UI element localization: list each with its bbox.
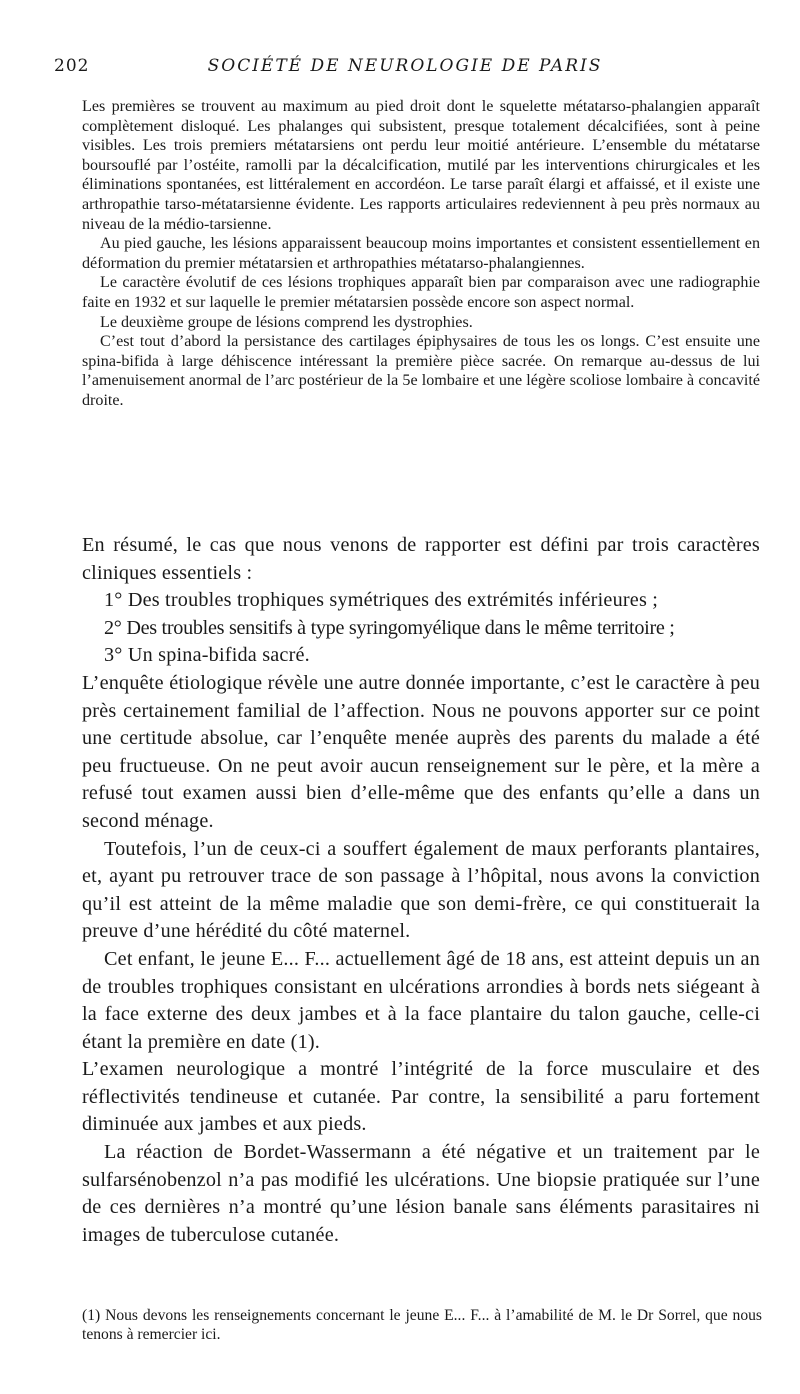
paragraph: Cet enfant, le jeune E... F... actuellement âgé de 18 ans, est atteint depuis un an de troubles trophiques consistant en ulcérations arrondies à bords nets siégeant à la face externe des deux jambes et à la face plantaire du talon gauche, celle-ci étant la première en date (1). (82, 947, 760, 1053)
paragraph: Toutefois, l’un de ceux-ci a souffert également de maux perforants plantaires, et, ayant pu retrouver trace de son passage à l’hôpital, nous avons la conviction qu’il est atteint de la même maladie que son demi-frère, ce qui constituerait la preuve d’une hérédité du côté maternel. (82, 837, 760, 943)
paragraph: L’enquête étiologique révèle une autre donnée importante, c’est le caractère à peu près certainement familial de l’affection. Nous ne pouvons apporter sur ce point une certitude absolue, car l’enquête menée auprès des parents du malade a été peu fructueuse. On ne peut avoir aucun renseignement sur le père, et la mère a refusé tout examen aussi bien d’elle-même que des enfants qu’elle a dans un second ménage. (82, 671, 760, 832)
paragraph: C’est tout d’abord la persistance des cartilages épiphysaires de tous les os longs. C’est ensuite une spina-bifida à large déhiscence intéressant la première pièce sacrée. On remarque au-dessus de lui l’amenuisement anormal de l’arc postérieur de la 5e lombaire et une légère scoliose lombaire à concavité droite. (82, 333, 760, 409)
list-item: 3° Un spina-bifida sacré. (104, 644, 310, 667)
list-item: 1° Des troubles trophiques symétriques des extrémités inférieures ; (104, 589, 659, 612)
page-header (50, 54, 760, 84)
paragraph: Le deuxième groupe de lésions comprend les dystrophies. (100, 313, 473, 331)
paragraph: La réaction de Bordet-Wassermann a été négative et un traitement par le sulfarsénobenzol n’a pas modifié les ulcérations. Une biopsie pratiquée sur l’une de ces dernières n’a montré qu’une lésion banale sans éléments parasitaires ni images de tuberculose cutanée. (82, 1141, 760, 1246)
list-item: 2° Des troubles sensitifs à type syringomyélique dans le même territoire ; (104, 616, 675, 639)
footnote (82, 1307, 762, 1344)
running-title: SOCIÉTÉ DE NEUROLOGIE DE PARIS (207, 56, 603, 76)
paragraph: En résumé, le cas que nous venons de rapporter est défini par trois caractères cliniques essentiels : (82, 534, 760, 584)
main-text-block (82, 532, 760, 1249)
page-number: 202 (54, 56, 90, 76)
paragraph: Le caractère évolutif de ces lésions trophiques apparaît bien par comparaison avec une radiographie faite en 1932 et sur laquelle le premier métatarsien possède encore son aspect normal. (82, 274, 760, 311)
paragraph: L’examen neurologique a montré l’intégrité de la force musculaire et des réflectivités tendineuse et cutanée. Par contre, la sensibilité a paru fortement diminuée aux jambes et aux pieds. (82, 1058, 760, 1136)
small-text-block (82, 97, 760, 411)
footnote-text: (1) Nous devons les renseignements concernant le jeune E... F... à l’amabilité de M. le Dr Sorrel, que nous tenons à remercier ici. (82, 1307, 762, 1343)
paragraph: Au pied gauche, les lésions apparaissent beaucoup moins importantes et consistent essentiellement en déformation du premier métatarsien et arthropathies métatarso-phalangiennes. (82, 235, 760, 272)
paragraph: Les premières se trouvent au maximum au pied droit dont le squelette métatarso-phalangien apparaît complètement disloqué. Les phalanges qui subsistent, presque totalement décalcifiées, sont à peine visibles. Les trois premiers métatarsiens ont perdu leur moitié antérieure. L’ensemble du métatarse boursouflé par l’ostéite, ramolli par la décalcification, mutilé par les interventions chirurgicales et les éliminations spontanées, est littéralement en accordéon. Le tarse paraît élargi et affaissé, et il existe une arthropathie tarso-métatarsienne évidente. Les rapports articulaires redeviennent à peu près normaux au niveau de la médio-tarsienne. (82, 98, 760, 233)
